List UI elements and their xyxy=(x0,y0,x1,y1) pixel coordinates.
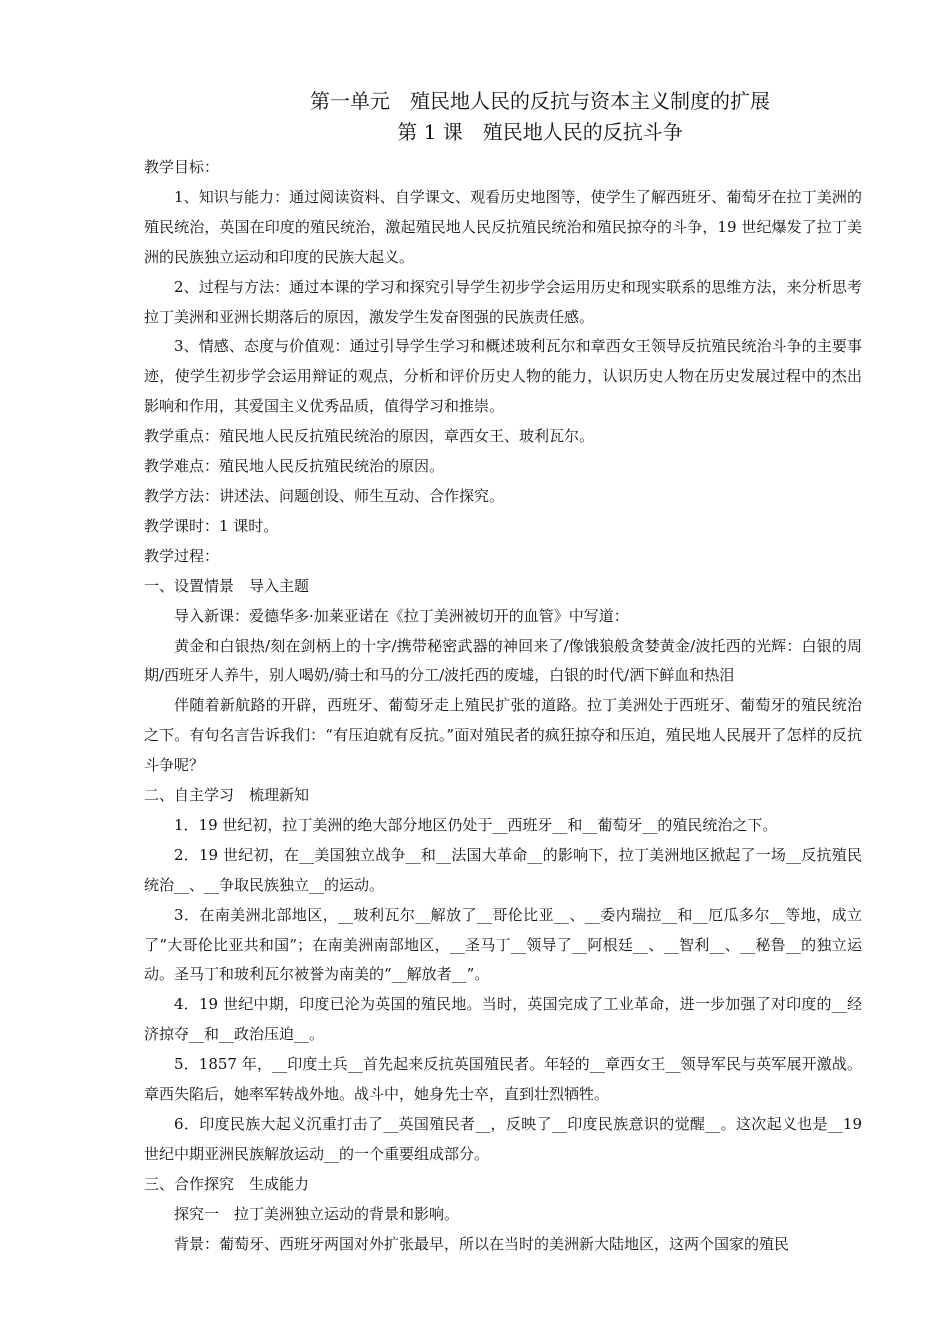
paragraph: 伴随着新航路的开辟，西班牙、葡萄牙走上殖民扩张的道路。拉丁美洲处于西班牙、葡萄牙的殖民统治之下。有句名言告诉我们：“有压迫就有反抗。”面对殖民者的疯狂掠夺和压迫，殖民地人民展开了怎样的反抗斗争呢？ xyxy=(144,696,862,775)
paragraph: 4．19 世纪中期，印度已沦为英国的殖民地。当时，英国完成了工业革命，进一步加强了对印度的__经济掠夺__和__政治压迫__。 xyxy=(144,995,862,1044)
paragraph: 教学方法：讲述法、问题创设、师生互动、合作探究。 xyxy=(144,486,505,505)
paragraph: 2．19 世纪初，在__美国独立战争__和__法国大革命__的影响下，拉丁美洲地区掀起了一场__反抗殖民统治__、__争取民族独立__的运动。 xyxy=(144,845,862,894)
paragraph: 1、知识与能力：通过阅读资料、自学课文、观看历史地图等，使学生了解西班牙、葡萄牙在拉丁美洲的殖民统治，英国在印度的殖民统治，激起殖民地人民反抗殖民统治和殖民掠夺的斗争，19 世纪爆发了拉丁美洲的民族独立运动和印度的民族大起义。 xyxy=(144,187,862,266)
paragraph: 教学过程： xyxy=(144,546,220,565)
unit-title: 第一单元 殖民地人民的反抗与资本主义制度的扩展 xyxy=(310,89,770,113)
paragraph: 三、合作探究 生成能力 xyxy=(144,1174,310,1193)
lesson-title: 第 1 课 殖民地人民的反抗斗争 xyxy=(397,120,683,144)
paragraph: 导入新课：爱德华多·加莱亚诺在《拉丁美洲被切开的血管》中写道： xyxy=(174,606,629,625)
paragraph: 黄金和白银热/刻在剑柄上的十字/携带秘密武器的神回来了/像饿狼般贪婪黄金/波托西的光辉：白银的周期/西班牙人养牛，别人喝奶/骑士和马的分工/波托西的废墟，白银的时代/洒下鲜血和热泪 xyxy=(144,636,862,685)
paragraph: 背景：葡萄牙、西班牙两国对外扩张最早，所以在当时的美洲新大陆地区，这两个国家的殖民 xyxy=(174,1234,790,1253)
paragraph: 教学难点：殖民地人民反抗殖民统治的原因。 xyxy=(144,457,445,476)
paragraph: 教学目标： xyxy=(144,158,220,176)
paragraph: 3、情感、态度与价值观：通过引导学生学习和概述玻利瓦尔和章西女王领导反抗殖民统治斗争的主要事迹，使学生初步学会运用辩证的观点，分析和评价历史人物的能力，认识历史人物在历史发展过程中的杰出影响和作用，其爱国主义优秀品质，值得学习和推崇。 xyxy=(144,337,862,416)
paragraph: 二、自主学习 梳理新知 xyxy=(144,786,310,805)
paragraph: 2、过程与方法：通过本课的学习和探究引导学生初步学会运用历史和现实联系的思维方法，来分析思考拉丁美洲和亚洲长期落后的原因，激发学生发奋图强的民族责任感。 xyxy=(144,277,862,326)
paragraph: 教学重点：殖民地人民反抗殖民统治的原因，章西女王、玻利瓦尔。 xyxy=(144,427,595,446)
paragraph: 3．在南美洲北部地区，__玻利瓦尔__解放了__哥伦比亚__、__委内瑞拉__和__厄瓜多尔__等地，成立了“大哥伦比亚共和国”；在南美洲南部地区，__圣马丁__领导了__阿根廷__、__智利__、__秘鲁__的独立运动。圣马丁和玻利瓦尔被誉为南美的“__解放者__”。 xyxy=(144,905,862,984)
paragraph: 探究一 拉丁美洲独立运动的背景和影响。 xyxy=(174,1204,460,1223)
paragraph: 一、设置情景 导入主题 xyxy=(144,576,310,595)
paragraph: 5．1857 年，__印度土兵__首先起来反抗英国殖民者。年轻的__章西女王__领导军民与英军展开激战。章西失陷后，她率军转战外地。战斗中，她身先士卒，直到壮烈牺牲。 xyxy=(144,1055,862,1104)
document-body xyxy=(144,153,862,1260)
paragraph: 教学课时：1 课时。 xyxy=(144,516,279,535)
paragraph: 6．印度民族大起义沉重打击了__英国殖民者__，反映了__印度民族意识的觉醒__。这次起义也是__19 世纪中期亚洲民族解放运动__的一个重要组成部分。 xyxy=(144,1115,862,1163)
paragraph: 1．19 世纪初，拉丁美洲的绝大部分地区仍处于__西班牙__和__葡萄牙__的殖民统治之下。 xyxy=(174,815,778,834)
